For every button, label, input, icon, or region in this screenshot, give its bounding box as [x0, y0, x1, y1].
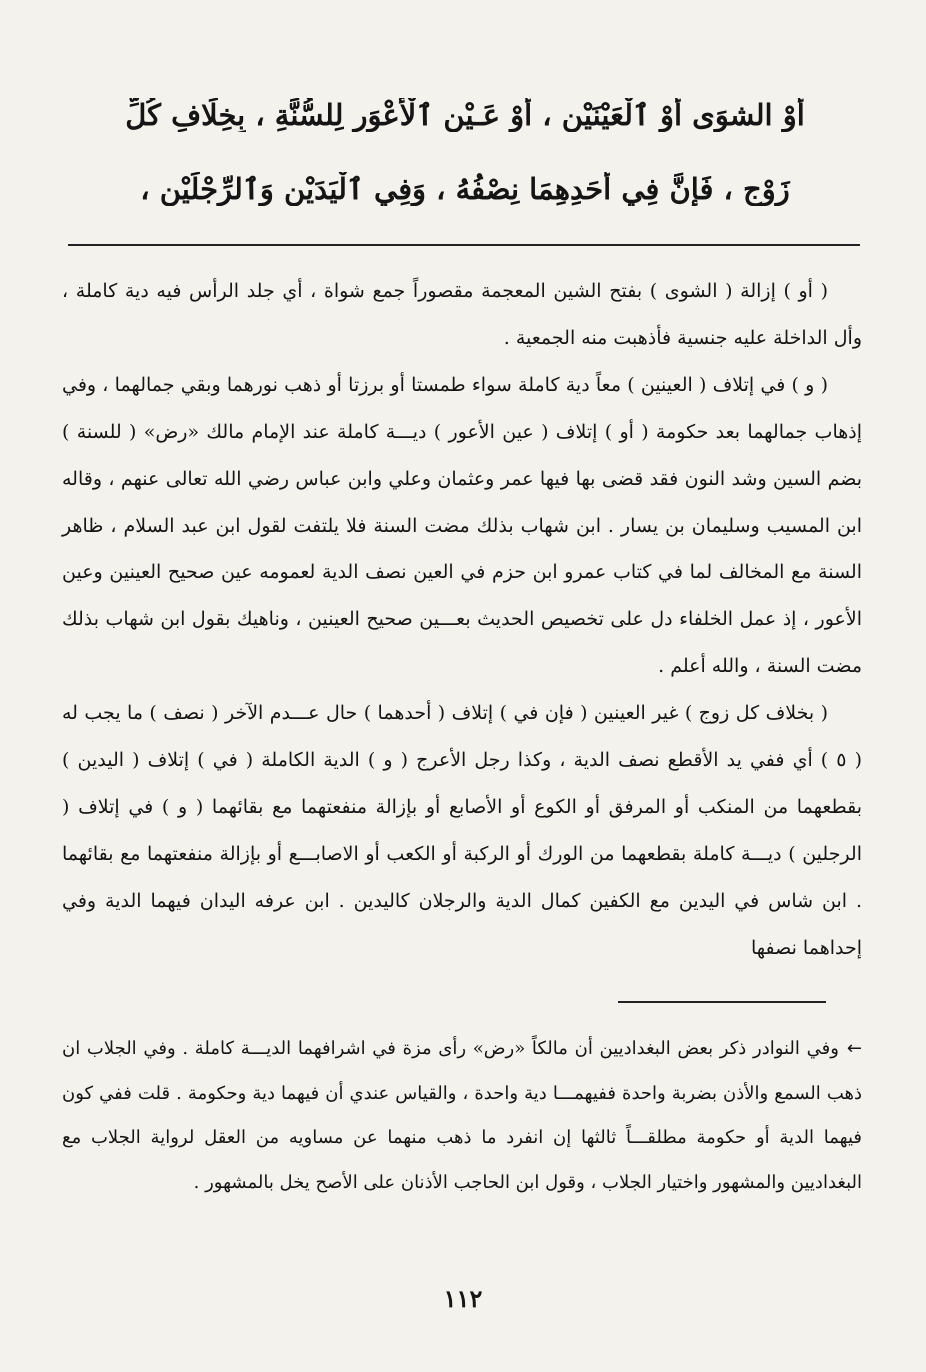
main-text-line-1: أوْ الشوَى أوْ ٱلْعَيْنَيْنِ ، أوْ عَـيْنِ ٱلْأَعْوَرِ لِلسُّنَّةِ ، بِخِلَافِ كُلِّ [125, 98, 805, 132]
commentary-paragraph: ( و ) في إتلاف ( العينين ) معاً دية كاملة سواء طمستا أو برزتا أو ذهب نورهما وبقي جمالهما ، وفي إذهاب جمالهما بعد حكومة ( أو ) إتلاف ( عين الأعور ) ديـــة كاملة عند الإمام مالك «رض» ( للسنة ) بضم السين وشد النون فقد قضى بها فيها عمر وعثمان وعلي وابن عباس رضي الله تعالى عنهم ، وقاله ابن المسيب وسليمان بن يسار . ابن شهاب بذلك مضت السنة فلا يلتفت لقول ابن عبد السلام ، ظاهر السنة مع المخالف لما في كتاب عمرو ابن حزم في العين نصف الدية لعمومه عين صحيح العينين وعين الأعور ، إذ عمل الخلفاء دل على تخصيص الحديث بعـــين صحيح العينين ، وناهيك بقول ابن شهاب بذلك مضت السنة ، والله أعلم . [62, 373, 862, 678]
commentary-paragraph: ( بخلاف كل زوج ) غير العينين ( فإن في ) إتلاف ( أحدهما ) حال عـــدم الآخر ( نصف ) ما يجب له ( ٥ ) أي ففي يد الأقطع نصف الدية ، وكذا رجل الأعرج ( و ) الدية الكاملة ( في ) إتلاف ( اليدين ) بقطعهما من المنكب أو المرفق أو الكوع أو الأصابع أو بإزالة منفعتهما مع بقائهما ( و ) في إتلاف ( الرجلين ) ديـــة كاملة بقطعهما من الورك أو الركبة أو الكعب أو الاصابـــع أو بإزالة منفعتهما مع بقائهما . ابن شاس في اليدين مع الكفين كمال الدية والرجلان كاليدين . ابن عرفه اليدان فيهما الدية وفي إحداهما نصفها [62, 702, 863, 959]
footnote-block [62, 1027, 862, 1205]
continuation-arrow-icon: ← [846, 1038, 862, 1059]
commentary-block [62, 268, 862, 972]
page-number: ١١٢ [443, 1284, 483, 1313]
main-text-line-2: زَوْجٍ ، فَإِنَّ فِي أَحَدِهِمَا نِصْفُهُ ، وَفِي ٱلْيَدَيْنِ وَٱلرِّجْلَيْنِ ، [140, 172, 790, 206]
footnote-paragraph [62, 1027, 862, 1205]
footnote-text: وفي النوادر ذكر بعض البغداديين أن مالكاً «رض» رأى مزة في اشرافهما الديـــة كاملة . وفي الجلاب ان ذهب السمع والأذن بضربة واحدة ففيهمـــا دية واحدة ، والقياس عندي أن فيهما دية وحكومة . قلت ففي كون فيهما الدية أو حكومة مطلقـــاً ثالثها إن انفرد ما ذهب منهما عن مساويه من العقل لرواية الجلاب مع البغداديين والمشهور واختيار الجلاب ، وقول ابن الحاجب الأذنان على الأصح يخل بالمشهور . [62, 1038, 863, 1193]
main-text-divider [68, 244, 860, 246]
footnote-divider [618, 1001, 826, 1003]
commentary-paragraph: ( أو ) إزالة ( الشوى ) بفتح الشين المعجمة مقصوراً جمع شواة ، أي جلد الرأس فيه دية كاملة ، وأل الداخلة عليه جنسية فأذهبت منه الجمعية . [62, 280, 862, 349]
